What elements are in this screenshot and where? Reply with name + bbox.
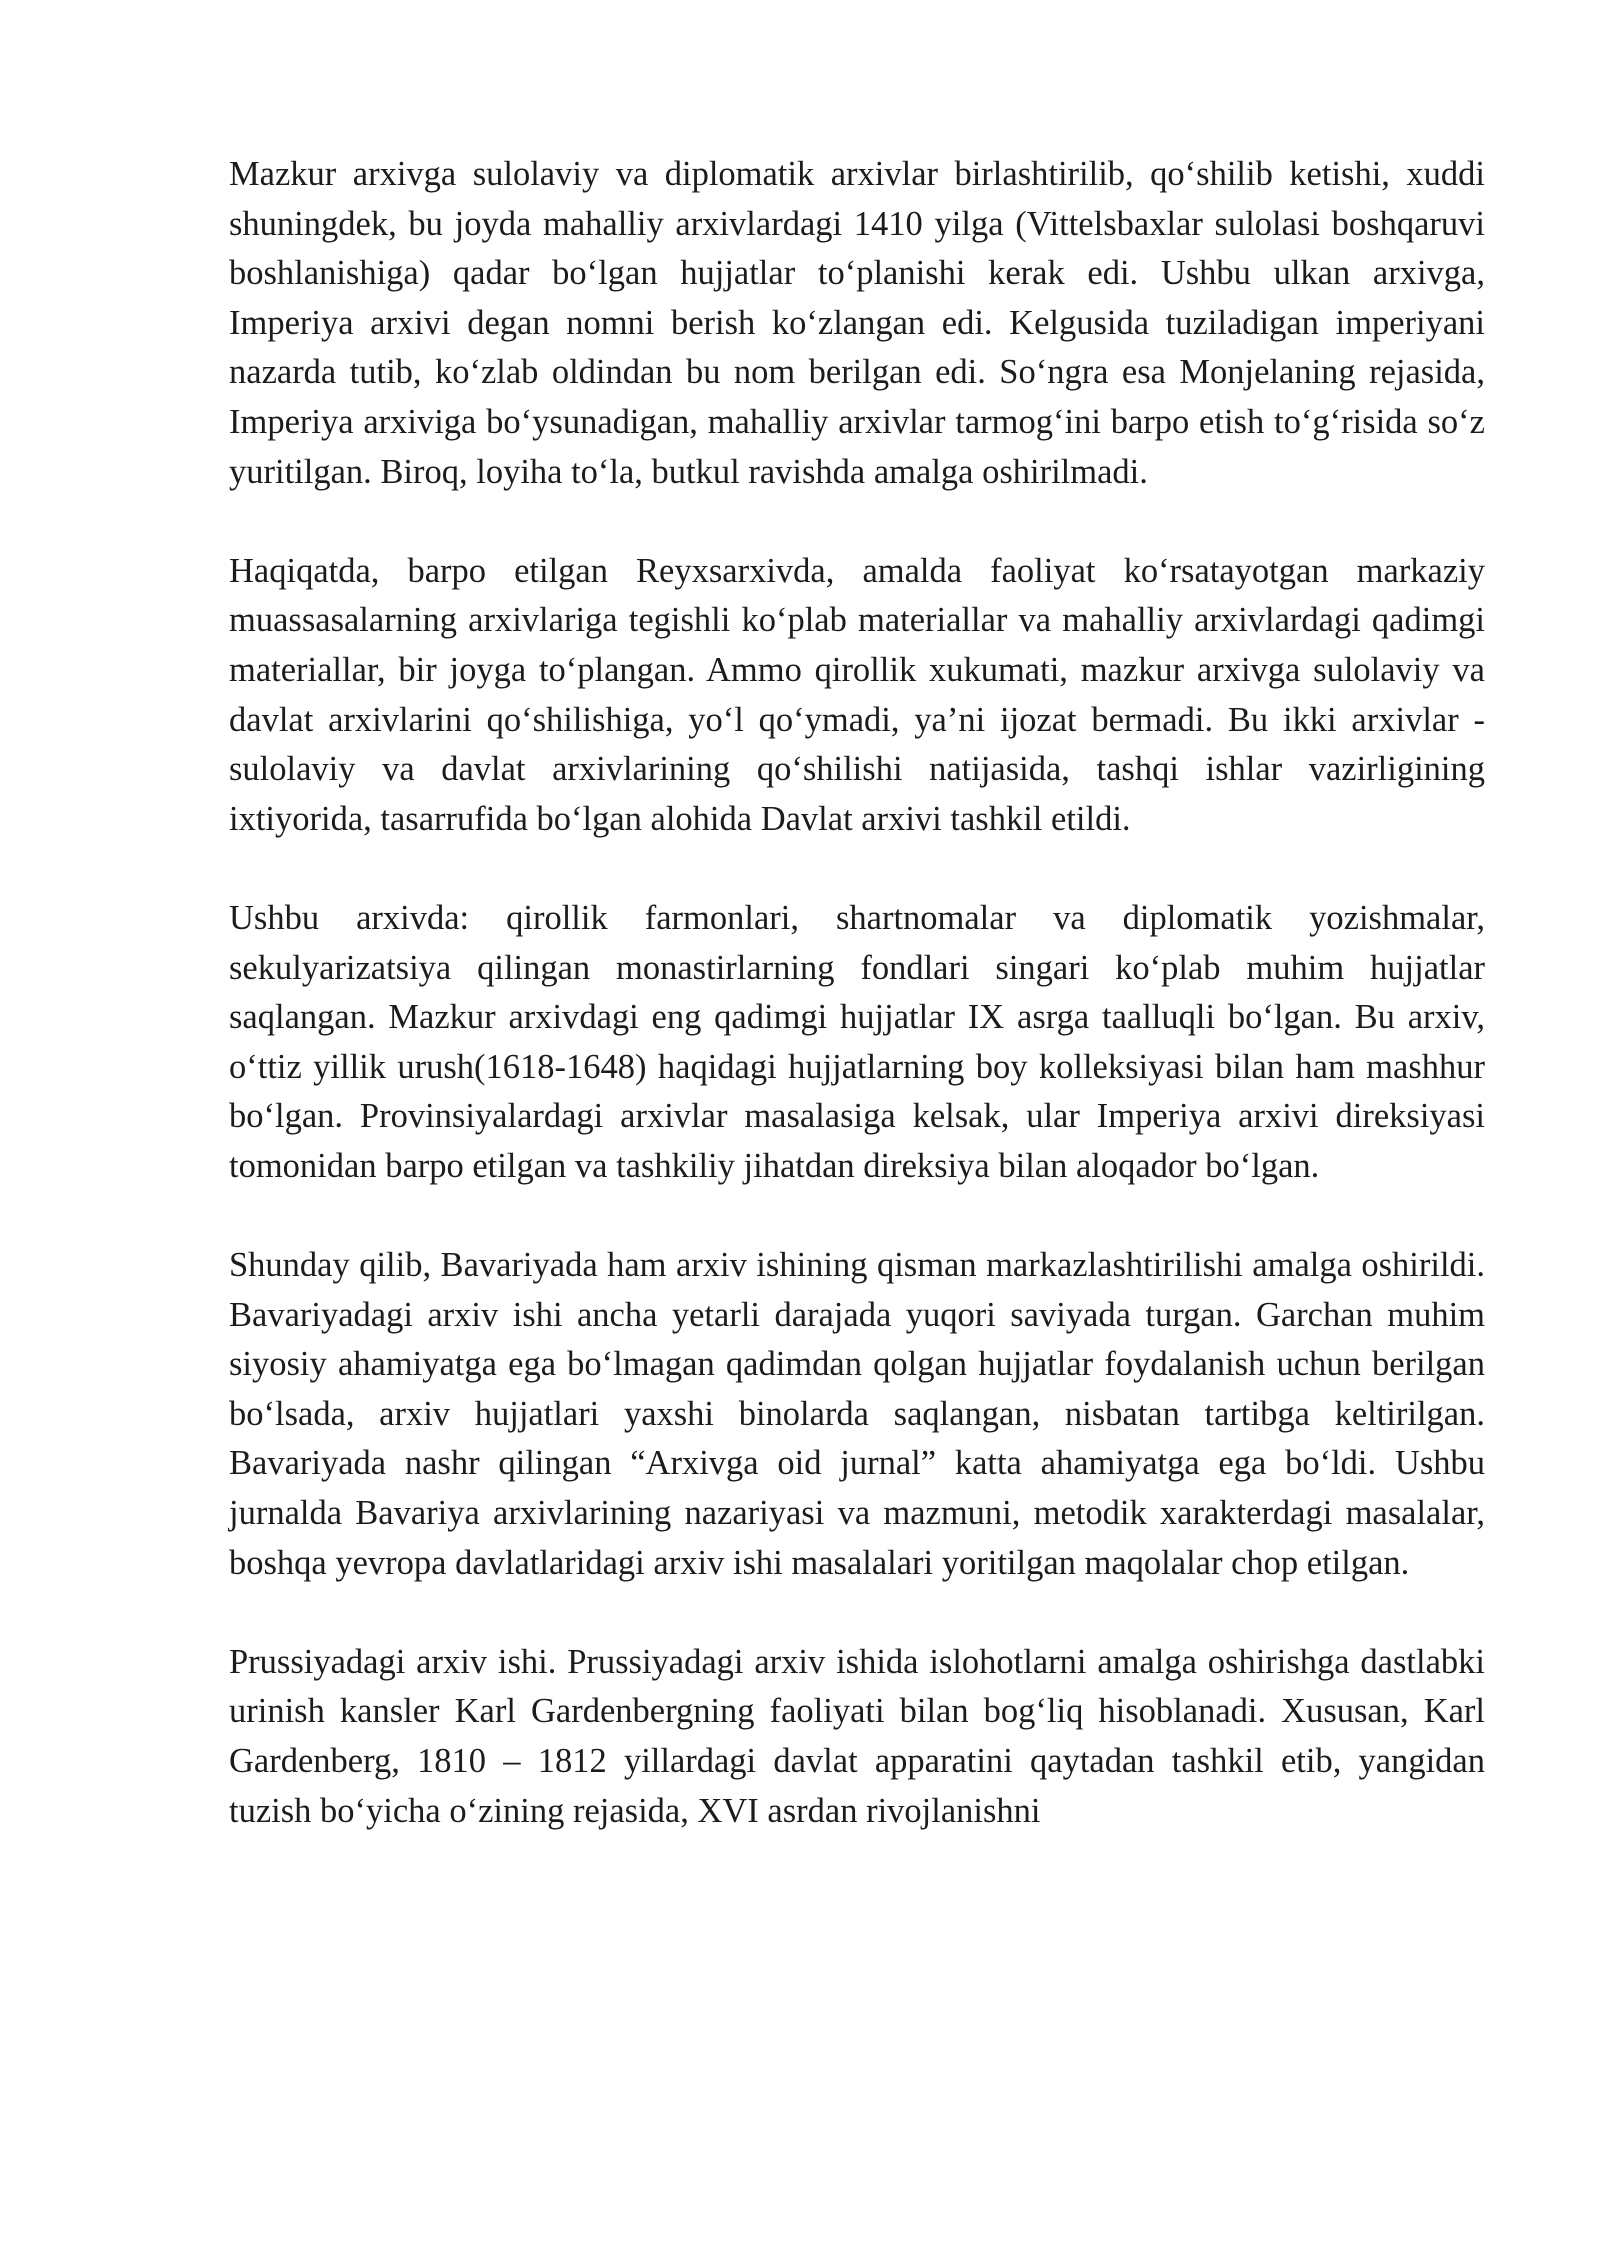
paragraph-3: Ushbu arxivda: qirollik farmonlari, shartnomalar va diplomatik yozishmalar, sekulyarizatsiya qilingan monastirlarning fondlari singari ko‘plab muhim hujjatlar saqlangan. Mazkur arxivdagi eng qadimgi hujjatlar IX asrga taalluqli bo‘lgan. Bu arxiv, o‘ttiz yillik urush(1618-1648) haqidagi hujjatlarning boy kolleksiyasi bilan ham mashhur bo‘lgan. Provinsiyalardagi arxivlar masalasiga kelsak, ular Imperiya arxivi direksiyasi tomonidan barpo etilgan va tashkiliy jihatdan direksiya bilan aloqador bo‘lgan. — [229, 898, 1485, 1185]
document-body — [229, 150, 1485, 1836]
paragraph-4: Shunday qilib, Bavariyada ham arxiv ishining qisman markazlashtirilishi amalga oshirildi. Bavariyadagi arxiv ishi ancha yetarli darajada yuqori saviyada turgan. Garchan muhim siyosiy ahamiyatga ega bo‘lmagan qadimdan qolgan hujjatlar foydalanish uchun berilgan bo‘lsada, arxiv hujjatlari yaxshi binolarda saqlangan, nisbatan tartibga keltirilgan. Bavariyada nashr qilingan “Arxivga oid jurnal” katta ahamiyatga ega bo‘ldi. Ushbu jurnalda Bavariya arxivlarining nazariyasi va mazmuni, metodik xarakterdagi masalalar, boshqa yevropa davlatlaridagi arxiv ishi masalalari yoritilgan maqolalar chop etilgan. — [229, 1246, 1485, 1582]
paragraph-5: Prussiyadagi arxiv ishi. Prussiyadagi arxiv ishida islohotlarni amalga oshirishga dastlabki urinish kansler Karl Gardenbergning faoliyati bilan bog‘liq hisoblanadi. Xususan, Karl Gardenberg, 1810 – 1812 yillardagi davlat apparatini qaytadan tashkil etib, yangidan tuzish bo‘yicha o‘zining rejasida, XVI asrdan rivojlanishni — [229, 1642, 1485, 1830]
paragraph-2: Haqiqatda, barpo etilgan Reyxsarxivda, amalda faoliyat ko‘rsatayotgan markaziy muassasalarning arxivlariga tegishli ko‘plab materiallar va mahalliy arxivlardagi qadimgi materiallar, bir joyga to‘plangan. Ammo qirollik xukumati, mazkur arxivga sulolaviy va davlat arxivlarini qo‘shilishiga, yo‘l qo‘ymadi, ya’ni ijozat bermadi. Bu ikki arxivlar - sulolaviy va davlat arxivlarining qo‘shilishi natijasida, tashqi ishlar vazirligining ixtiyorida, tasarrufida bo‘lgan alohida Davlat arxivi tashkil etildi. — [229, 551, 1485, 838]
paragraph-1: Mazkur arxivga sulolaviy va diplomatik arxivlar birlashtirilib, qo‘shilib ketishi, xuddi shuningdek, bu joyda mahalliy arxivlardagi 1410 yilga (Vittelsbaxlar sulolasi boshqaruvi boshlanishiga) qadar bo‘lgan hujjatlar to‘planishi kerak edi. Ushbu ulkan arxivga, Imperiya arxivi degan nomni berish ko‘zlangan edi. Kelgusida tuziladigan imperiyani nazarda tutib, ko‘zlab oldindan bu nom berilgan edi. So‘ngra esa Monjelaning rejasida, Imperiya arxiviga bo‘ysunadigan, mahalliy arxivlar tarmog‘ini barpo etish to‘g‘risida so‘z yuritilgan. Biroq, loyiha to‘la, butkul ravishda amalga oshirilmadi. — [229, 155, 1485, 491]
